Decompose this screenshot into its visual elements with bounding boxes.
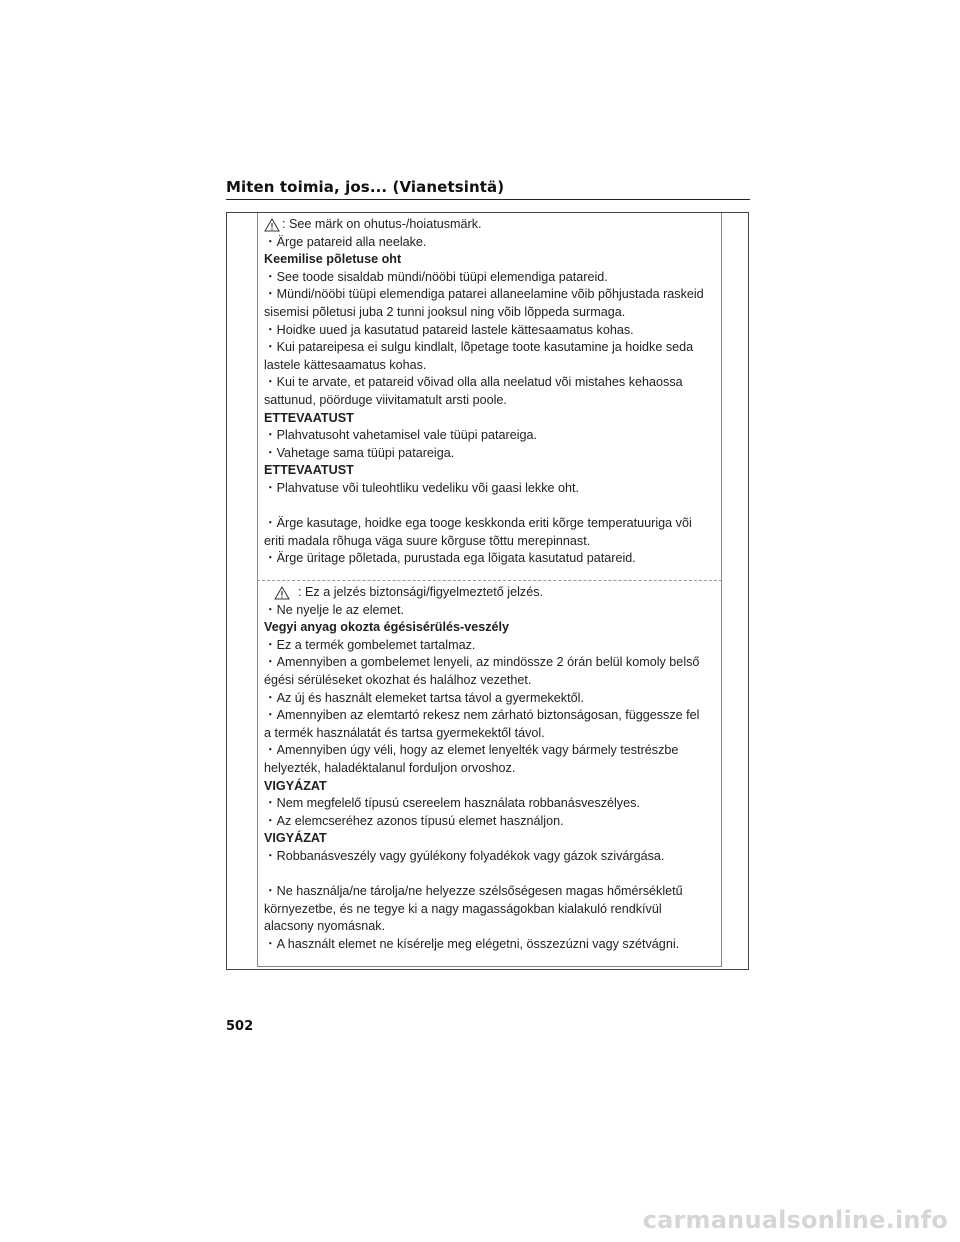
header-divider — [226, 199, 750, 200]
estonian-text-line: ・Kui patareipesa ei sulgu kindlalt, lõpetage toote kasutamine ja hoidke seda — [264, 340, 694, 355]
estonian-text-line: ・Vahetage sama tüüpi patareiga. — [264, 445, 455, 460]
estonian-subheading: Keemilise põletuse oht — [264, 252, 402, 267]
estonian-text-line: ・Plahvatusoht vahetamisel vale tüüpi patareiga. — [264, 428, 538, 443]
estonian-text-line: ・See toode sisaldab mündi/nööbi tüüpi elemendiga patareid. — [264, 269, 608, 284]
hungarian-subheading: VIGYÁZAT — [264, 831, 327, 846]
warning-triangle-icon — [274, 586, 290, 600]
hungarian-warning-heading — [264, 584, 716, 602]
hungarian-subheading: VIGYÁZAT — [264, 778, 327, 793]
hungarian-text-line: ・A használt elemet ne kísérelje meg elégetni, összezúzni vagy szétvágni. — [264, 936, 680, 951]
estonian-text-line: ・Hoidke uued ja kasutatud patareid lastele kättesaamatus kohas. — [264, 322, 634, 337]
estonian-warning-heading — [264, 216, 716, 234]
warning-triangle-icon — [264, 218, 280, 232]
hungarian-warning-section — [264, 584, 716, 953]
hungarian-warning-label: : Ez a jelzés biztonsági/figyelmeztető jelzés. — [298, 585, 543, 599]
estonian-warning-label: : See märk on ohutus-/hoiatusmärk. — [282, 217, 482, 231]
estonian-text-line: sattunud, pöörduge viivitamatult arsti poole. — [264, 392, 507, 407]
estonian-text-lines — [264, 234, 716, 568]
hungarian-subheading: Vegyi anyag okozta égésisérülés-veszély — [264, 620, 510, 635]
estonian-text-line: ・Ärge üritage põletada, purustada ega lõigata kasutatud patareid. — [264, 551, 636, 566]
hungarian-text-line: ・Amennyiben úgy véli, hogy az elemet lenyelték vagy bármely testrészbe — [264, 743, 679, 758]
hungarian-text-line: ・Az új és használt elemeket tartsa távol a gyermekektől. — [264, 690, 584, 705]
hungarian-text-line: ・Ez a termék gombelemet tartalmaz. — [264, 637, 476, 652]
page-header-title: Miten toimia, jos... (Vianetsintä) — [226, 178, 505, 196]
estonian-subheading: ETTEVAATUST — [264, 463, 354, 478]
hungarian-text-line: környezetbe, és ne tegye ki a nagy magasságokban kialakuló rendkívül — [264, 901, 662, 916]
estonian-text-line: ・Kui te arvate, et patareid võivad olla alla neelatud või mistahes kehaossa — [264, 375, 683, 390]
estonian-text-line: eriti madala rõhuga väga suure kõrguse tõttu merepinnast. — [264, 533, 591, 548]
estonian-text-line: ・Mündi/nööbi tüüpi elemendiga patarei allaneelamine võib põhjustada raskeid — [264, 287, 704, 302]
estonian-subheading: ETTEVAATUST — [264, 410, 354, 425]
hungarian-text-line: ・Nem megfelelő típusú csereelem használata robbanásveszélyes. — [264, 796, 640, 811]
hungarian-text-line: ・Amennyiben az elemtartó rekesz nem zárható biztonságosan, függessze fel — [264, 708, 700, 723]
language-divider — [257, 580, 722, 581]
estonian-text-line: ・Ärge kasutage, hoidke ega tooge keskkonda eriti kõrge temperatuuriga või — [264, 516, 692, 531]
hungarian-text-line: ・Ne nyelje le az elemet. — [264, 602, 404, 617]
hungarian-text-line: ・Az elemcseréhez azonos típusú elemet használjon. — [264, 813, 564, 828]
hungarian-blank-line — [264, 866, 716, 884]
hungarian-text-line: ・Robbanásveszély vagy gyúlékony folyadékok vagy gázok szivárgása. — [264, 848, 665, 863]
estonian-blank-line — [264, 498, 716, 516]
estonian-warning-section — [264, 216, 716, 568]
estonian-text-line: ・Ärge patareid alla neelake. — [264, 234, 427, 249]
estonian-text-line: lastele kättesaamatus kohas. — [264, 357, 427, 372]
hungarian-text-line: a termék használatát és tartsa gyermekektől távol. — [264, 725, 545, 740]
hungarian-text-line: ・Amennyiben a gombelemet lenyeli, az mindössze 2 órán belül komoly belső — [264, 655, 700, 670]
hungarian-text-line: helyezték, haladéktalanul forduljon orvoshoz. — [264, 760, 516, 775]
page-number: 502 — [226, 1019, 254, 1034]
hungarian-text-line: alacsony nyomásnak. — [264, 919, 386, 934]
hungarian-text-lines — [264, 602, 716, 954]
watermark: carmanualsonline.info — [642, 1206, 948, 1234]
hungarian-text-line: égési sérüléseket okozhat és halálhoz vezethet. — [264, 672, 532, 687]
hungarian-text-line: ・Ne használja/ne tárolja/ne helyezze szélsőségesen magas hőmérsékletű — [264, 884, 683, 899]
estonian-text-line: ・Plahvatuse või tuleohtliku vedeliku või gaasi lekke oht. — [264, 480, 580, 495]
estonian-text-line: sisemisi põletusi juba 2 tunni jooksul ning võib lõppeda surmaga. — [264, 304, 626, 319]
